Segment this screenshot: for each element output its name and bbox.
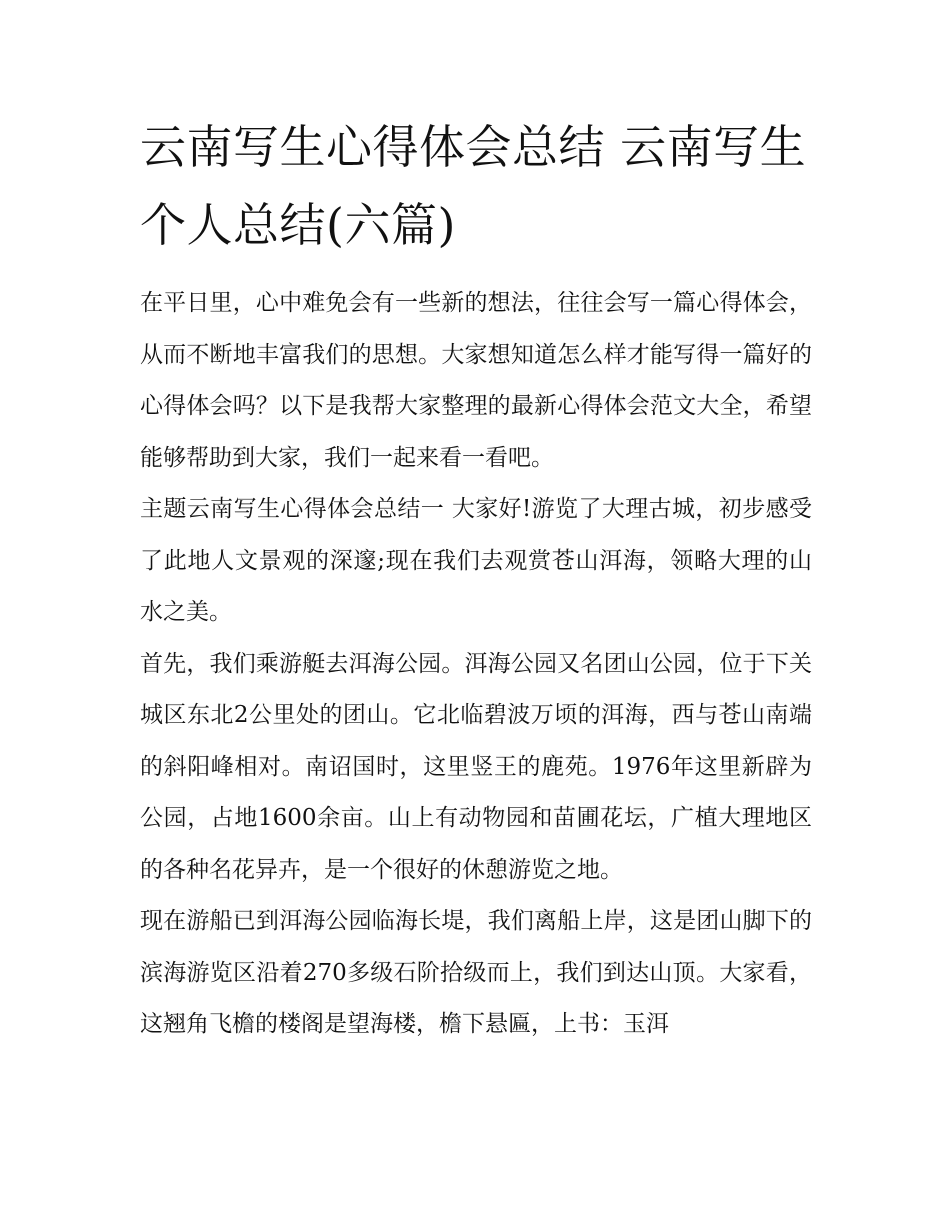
document-title: 云南写生心得体会总结 云南写生个人总结(六篇) bbox=[140, 120, 807, 252]
document-body bbox=[140, 108, 812, 1051]
paragraph-erhai-park: 首先，我们乘游艇去洱海公园。洱海公园又名团山公园，位于下关城区东北2公里处的团山。它北临碧波万顷的洱海，西与苍山南端的斜阳峰相对。南诏国时，这里竖王的鹿苑。1976年这里新辟为公园，占地1600余亩。山上有动物园和苗圃花坛，广植大理地区的各种名花异卉，是一个很好的休憩游览之地。 bbox=[140, 650, 812, 883]
paragraph-intro: 在平日里，心中难免会有一些新的想法，往往会写一篇心得体会，从而不断地丰富我们的思想。大家想知道怎么样才能写得一篇好的心得体会吗？以下是我帮大家整理的最新心得体会范文大全，希望能够帮助到大家，我们一起来看一看吧。 bbox=[140, 290, 812, 471]
paragraph-topic: 主题云南写生心得体会总结一 大家好!游览了大理古城，初步感受了此地人文景观的深邃;现在我们去观赏苍山洱海，领略大理的山水之美。 bbox=[140, 496, 812, 625]
paragraph-tuanshan: 现在游船已到洱海公园临海长堤，我们离船上岸，这是团山脚下的滨海游览区沿着270多级石阶拾级而上，我们到达山顶。大家看，这翘角飞檐的楼阁是望海楼，檐下悬匾，上书：玉洱 bbox=[140, 908, 812, 1037]
